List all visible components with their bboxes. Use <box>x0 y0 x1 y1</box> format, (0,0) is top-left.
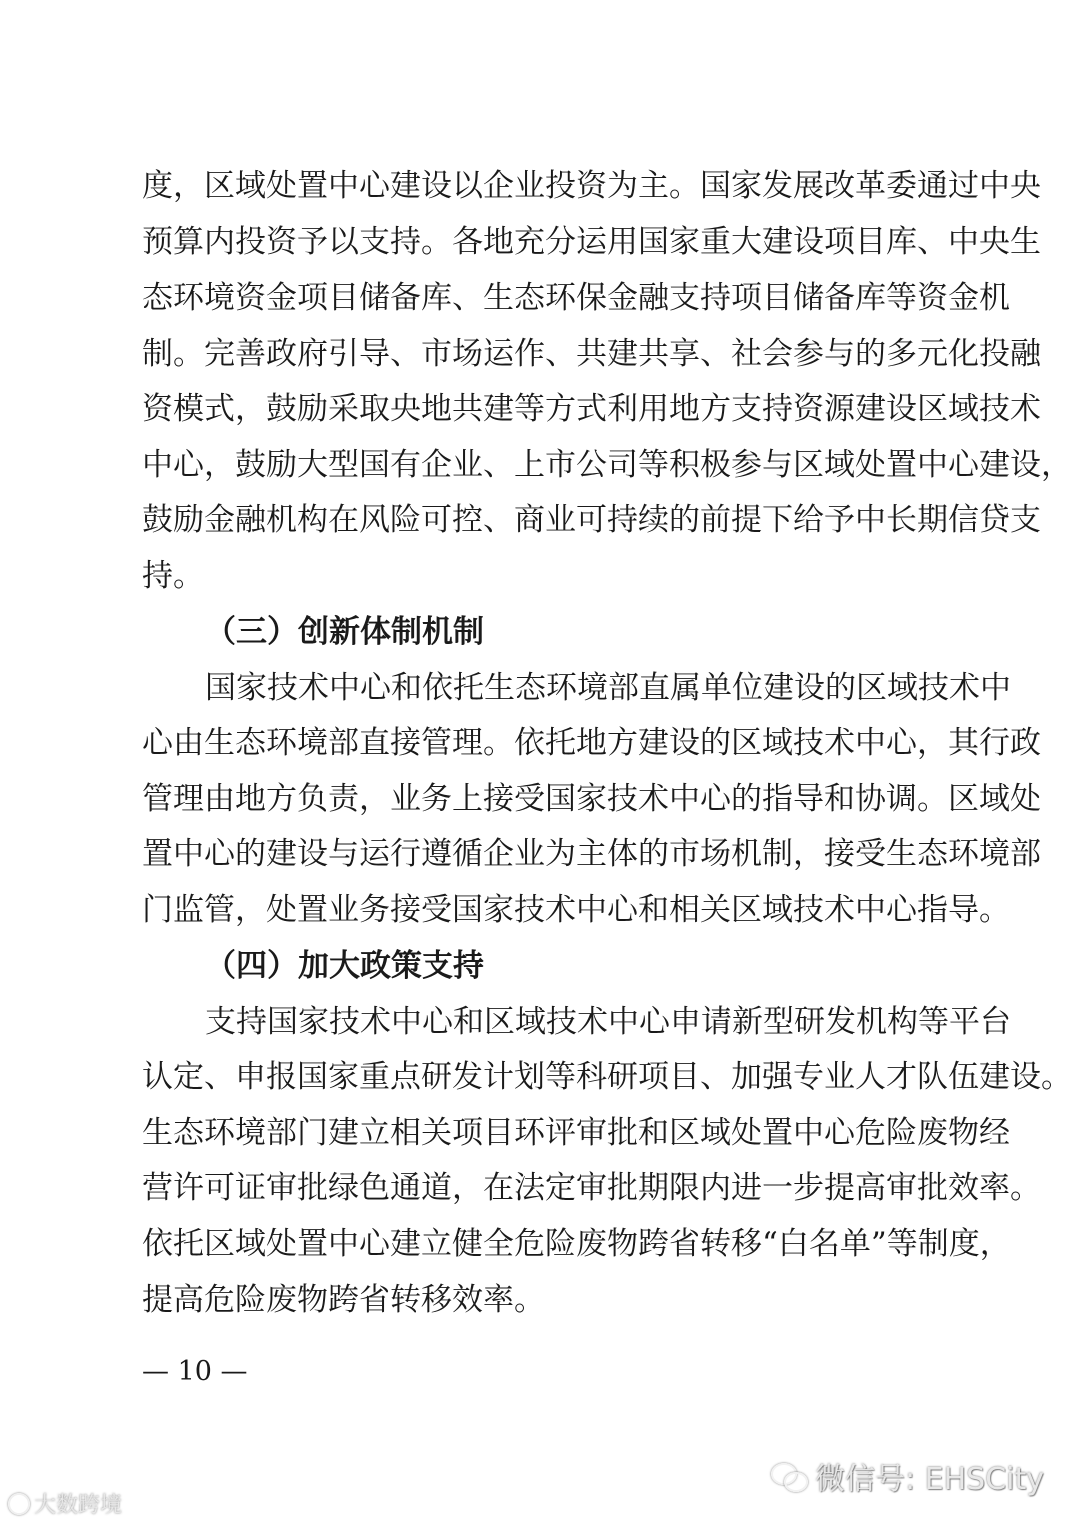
paragraph-2-line-5: 门监管，处置业务接受国家技术中心和相关区域技术中心指导。 <box>142 892 1010 928</box>
paragraph-2-line-2: 心由生态环境部直接管理。依托地方建设的区域技术中心，其行政 <box>142 725 1041 761</box>
page-number: — 10 — <box>142 1356 248 1387</box>
paragraph-3-line-3: 生态环境部门建立相关项目环评审批和区域处置中心危险废物经 <box>142 1115 1010 1151</box>
section-heading-4: （四）加大政策支持 <box>205 948 484 984</box>
paragraph-1-line-6: 中心，鼓励大型国有企业、上市公司等积极参与区域处置中心建设， <box>142 447 1072 483</box>
paragraph-1-line-4: 制。完善政府引导、市场运作、共建共享、社会参与的多元化投融 <box>142 336 1041 372</box>
paragraph-1-line-1: 度，区域处置中心建设以企业投资为主。国家发展改革委通过中央 <box>142 168 1041 204</box>
paragraph-1-line-8: 持。 <box>142 558 204 594</box>
brand-logo-icon <box>8 1493 30 1515</box>
paragraph-1-line-2: 预算内投资予以支持。各地充分运用国家重大建设项目库、中央生 <box>142 224 1041 260</box>
brand-watermark-text: 大数跨境 <box>34 1493 123 1518</box>
section-heading-3: （三）创新体制机制 <box>205 614 484 650</box>
paragraph-1-line-5: 资模式，鼓励采取央地共建等方式利用地方支持资源建设区域技术 <box>142 391 1041 427</box>
paragraph-3-line-6: 提高危险废物跨省转移效率。 <box>142 1282 545 1318</box>
paragraph-3-line-4: 营许可证审批绿色通道，在法定审批期限内进一步提高审批效率。 <box>142 1170 1041 1206</box>
paragraph-1-line-3: 态环境资金项目储备库、生态环保金融支持项目储备库等资金机 <box>142 280 1010 316</box>
paragraph-3-line-5: 依托区域处置中心建立健全危险废物跨省转移“白名单”等制度， <box>142 1226 1011 1262</box>
paragraph-1-line-7: 鼓励金融机构在风险可控、商业可持续的前提下给予中长期信贷支 <box>142 502 1041 538</box>
paragraph-2-line-3: 管理由地方负责，业务上接受国家技术中心的指导和协调。区域处 <box>142 781 1041 817</box>
paragraph-3-line-1: 支持国家技术中心和区域技术中心申请新型研发机构等平台 <box>205 1004 1011 1040</box>
paragraph-2-line-4: 置中心的建设与运行遵循企业为主体的市场机制，接受生态环境部 <box>142 836 1041 872</box>
paragraph-3-line-2: 认定、申报国家重点研发计划等科研项目、加强专业人才队伍建设。 <box>142 1059 1072 1095</box>
paragraph-2-line-1: 国家技术中心和依托生态环境部直属单位建设的区域技术中 <box>205 670 1011 706</box>
wechat-watermark <box>771 1462 1044 1498</box>
brand-watermark <box>8 1492 122 1520</box>
wechat-icon <box>771 1463 809 1493</box>
wechat-watermark-text: 微信号: EHSCity <box>815 1462 1044 1497</box>
